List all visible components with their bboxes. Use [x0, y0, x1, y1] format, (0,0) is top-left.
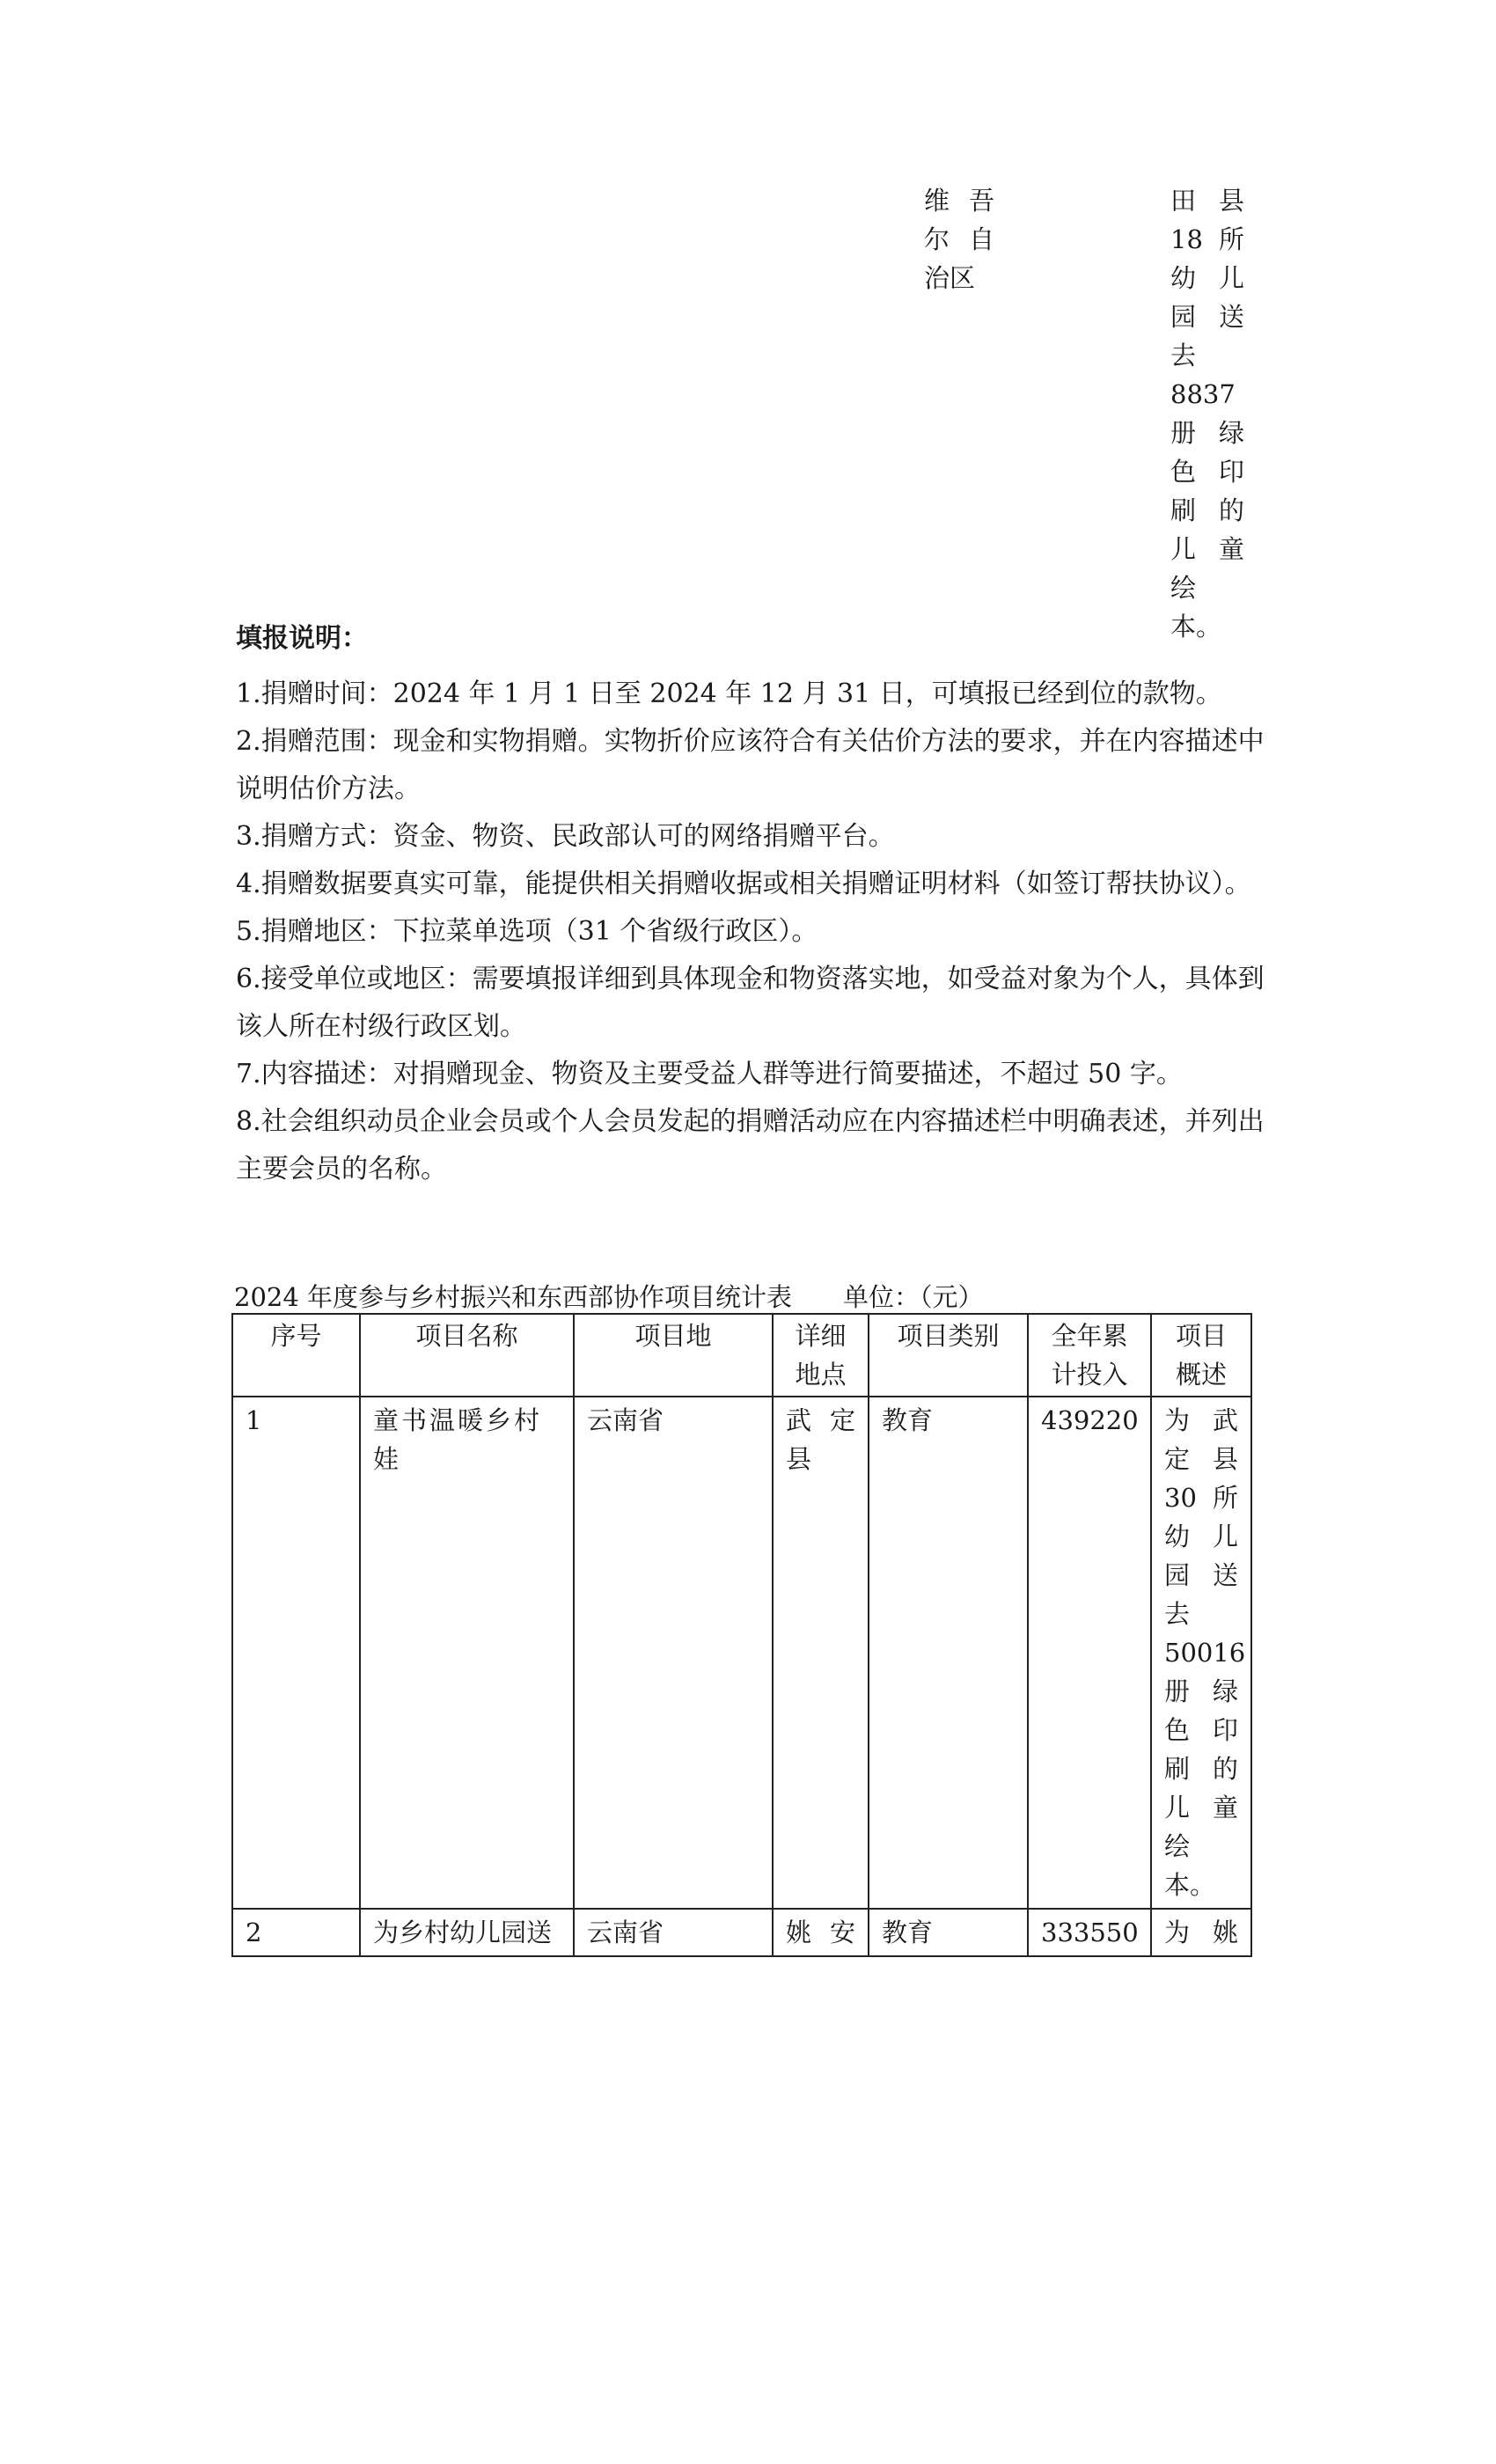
text-token: 治区: [924, 263, 976, 293]
text-token: 的: [1218, 495, 1244, 525]
header-project-category: 项目类别: [869, 1314, 1028, 1397]
instruction-item: 1.捐赠时间：2024 年 1 月 1 日至 2024 年 12 月 31 日，可填报已经到位的款物。: [236, 678, 1222, 709]
text-line: [1164, 1440, 1238, 1478]
instruction-item: 8.社会组织动员企业会员或个人会员发起的捐赠活动应在内容描述栏中明确表述，并列出主要会员的名称。: [236, 1106, 1265, 1184]
text-line: [1170, 297, 1244, 336]
text-line: [1170, 530, 1244, 568]
text-token: 18: [1170, 224, 1203, 254]
text-token: 维: [924, 186, 950, 216]
text-token: 所: [1212, 1483, 1238, 1513]
text-token: 幼: [1170, 263, 1197, 293]
text-token: 安: [829, 1918, 855, 1947]
text-token: 儿: [1218, 263, 1244, 293]
text-token: 送: [1212, 1560, 1238, 1590]
text-line: [924, 181, 994, 220]
text-line: [1170, 414, 1244, 452]
text-token: 去: [1164, 1599, 1191, 1629]
cell-detail-location: [773, 1397, 869, 1909]
text-token: 县: [1212, 1444, 1238, 1474]
text-line: [1164, 1401, 1238, 1440]
text-token: 为: [1164, 1918, 1191, 1947]
instruction-item: 3.捐赠方式：资金、物资、民政部认可的网络捐赠平台。: [236, 821, 895, 852]
cell-project-category: 教育: [869, 1397, 1028, 1909]
header-annual-investment: 全年累 计投入: [1028, 1314, 1151, 1397]
instruction-item: 7.内容描述：对捐赠现金、物资及主要受益人群等进行简要描述，不超过 50 字。: [236, 1059, 1183, 1089]
text-token: 童: [1212, 1793, 1238, 1822]
text-line: [786, 1440, 855, 1478]
header-project-name: 项目名称: [360, 1314, 574, 1397]
text-token: 县: [1218, 186, 1244, 216]
text-token: 30: [1164, 1483, 1197, 1513]
text-token: 色: [1170, 457, 1197, 487]
text-token: 定: [1164, 1444, 1191, 1474]
text-line: [1170, 375, 1244, 414]
text-line: [1164, 1672, 1238, 1711]
text-token: 绿: [1212, 1676, 1238, 1706]
text-token: 姚: [1212, 1918, 1238, 1947]
text-token: 儿: [1164, 1793, 1191, 1822]
text-line: [1164, 1633, 1246, 1672]
cell-project-location: 云南省: [574, 1909, 773, 1956]
text-token: 儿: [1212, 1522, 1238, 1551]
text-token: 田: [1170, 186, 1197, 216]
cell-seq: 1: [232, 1397, 360, 1909]
text-line: [1170, 220, 1244, 259]
text-token: 印: [1218, 457, 1244, 487]
filling-instructions: [236, 616, 1265, 1193]
cell-project-category: 教育: [869, 1909, 1028, 1956]
cell-seq: 2: [232, 1909, 360, 1956]
table-row: [232, 1909, 1251, 1956]
text-token: 姚: [786, 1918, 812, 1947]
header-project-summary: 项目 概述: [1151, 1314, 1251, 1397]
table-unit: 单位：（元）: [843, 1282, 984, 1312]
instruction-item: 4.捐赠数据要真实可靠，能提供相关捐赠收据或相关捐赠证明材料（如签订帮扶协议）。: [236, 869, 1251, 899]
instruction-item: 6.接受单位或地区：需要填报详细到具体现金和物资落实地，如受益对象为个人，具体到该人所在村级行政区划。: [236, 964, 1265, 1042]
text-token: 园: [1164, 1560, 1191, 1590]
text-token: 册: [1170, 418, 1197, 448]
text-line: [1164, 1749, 1238, 1788]
text-token: 绘本。: [1164, 1831, 1216, 1900]
text-line: [1170, 491, 1244, 530]
text-line: [1164, 1711, 1238, 1749]
header-detail-location: 详细 地点: [773, 1314, 869, 1397]
text-line: [924, 259, 994, 297]
text-token: 定: [829, 1405, 855, 1435]
cell-project-name: 童书温暖乡村 娃: [360, 1397, 574, 1909]
header-project-location: 项目地: [574, 1314, 773, 1397]
header-seq: 序号: [232, 1314, 360, 1397]
text-line: [1164, 1556, 1238, 1595]
cell-project-name: 为乡村幼儿园送: [360, 1909, 574, 1956]
text-token: 儿: [1170, 534, 1197, 564]
text-line: [1164, 1788, 1238, 1827]
cell-project-location: 云南省: [574, 1397, 773, 1909]
text-token: 武: [786, 1405, 812, 1435]
text-line: [1164, 1595, 1238, 1633]
text-line: [786, 1913, 855, 1952]
text-token: 童: [1218, 534, 1244, 564]
cell-project-summary: [1151, 1909, 1251, 1956]
cell-detail-location: [773, 1909, 869, 1956]
text-token: 幼: [1164, 1522, 1191, 1551]
text-token: 去: [1170, 341, 1197, 370]
text-token: 50016: [1164, 1638, 1246, 1668]
text-token: 所: [1218, 224, 1244, 254]
fragment-summary-cell: [1170, 181, 1244, 646]
text-token: 尔: [924, 224, 950, 254]
text-token: 的: [1212, 1754, 1238, 1784]
text-token: 色: [1164, 1715, 1191, 1745]
text-token: 刷: [1164, 1754, 1191, 1784]
instructions-title: 填报说明：: [236, 623, 368, 654]
text-token: 绘本。: [1170, 573, 1222, 642]
text-token: 园: [1170, 302, 1197, 332]
table-header-row: [232, 1314, 1251, 1397]
text-line: [1164, 1478, 1238, 1517]
text-token: 吾: [968, 186, 994, 216]
text-line: [1170, 452, 1244, 491]
cell-annual-investment: 333550: [1028, 1909, 1151, 1956]
text-line: [1170, 181, 1244, 220]
table-caption: [234, 1278, 984, 1314]
text-token: 印: [1212, 1715, 1238, 1745]
text-token: 绿: [1218, 418, 1244, 448]
text-line: [1164, 1517, 1238, 1556]
text-line: [1170, 336, 1244, 375]
text-line: [1170, 259, 1244, 297]
text-line: [1164, 1827, 1238, 1904]
project-statistics-table: [231, 1313, 1252, 1957]
instruction-item: 2.捐赠范围：现金和实物捐赠。实物折价应该符合有关估价方法的要求，并在内容描述中说明估价方法。: [236, 726, 1265, 804]
text-token: 武: [1212, 1405, 1238, 1435]
cell-annual-investment: 439220: [1028, 1397, 1151, 1909]
text-token: 送: [1218, 302, 1244, 332]
text-token: 册: [1164, 1676, 1191, 1706]
text-token: 县: [786, 1444, 812, 1474]
text-token: 自: [968, 224, 994, 254]
text-line: [924, 220, 994, 259]
text-token: 为: [1164, 1405, 1191, 1435]
table-row: [232, 1397, 1251, 1909]
text-token: 刷: [1170, 495, 1197, 525]
cell-project-summary: [1151, 1397, 1251, 1909]
text-token: 8837: [1170, 379, 1236, 409]
fragment-location-cell: [924, 181, 994, 297]
instruction-item: 5.捐赠地区：下拉菜单选项（31 个省级行政区）。: [236, 916, 818, 947]
text-line: [1164, 1913, 1238, 1952]
table-title: 2024 年度参与乡村振兴和东西部协作项目统计表: [234, 1282, 793, 1312]
text-line: [786, 1401, 855, 1440]
